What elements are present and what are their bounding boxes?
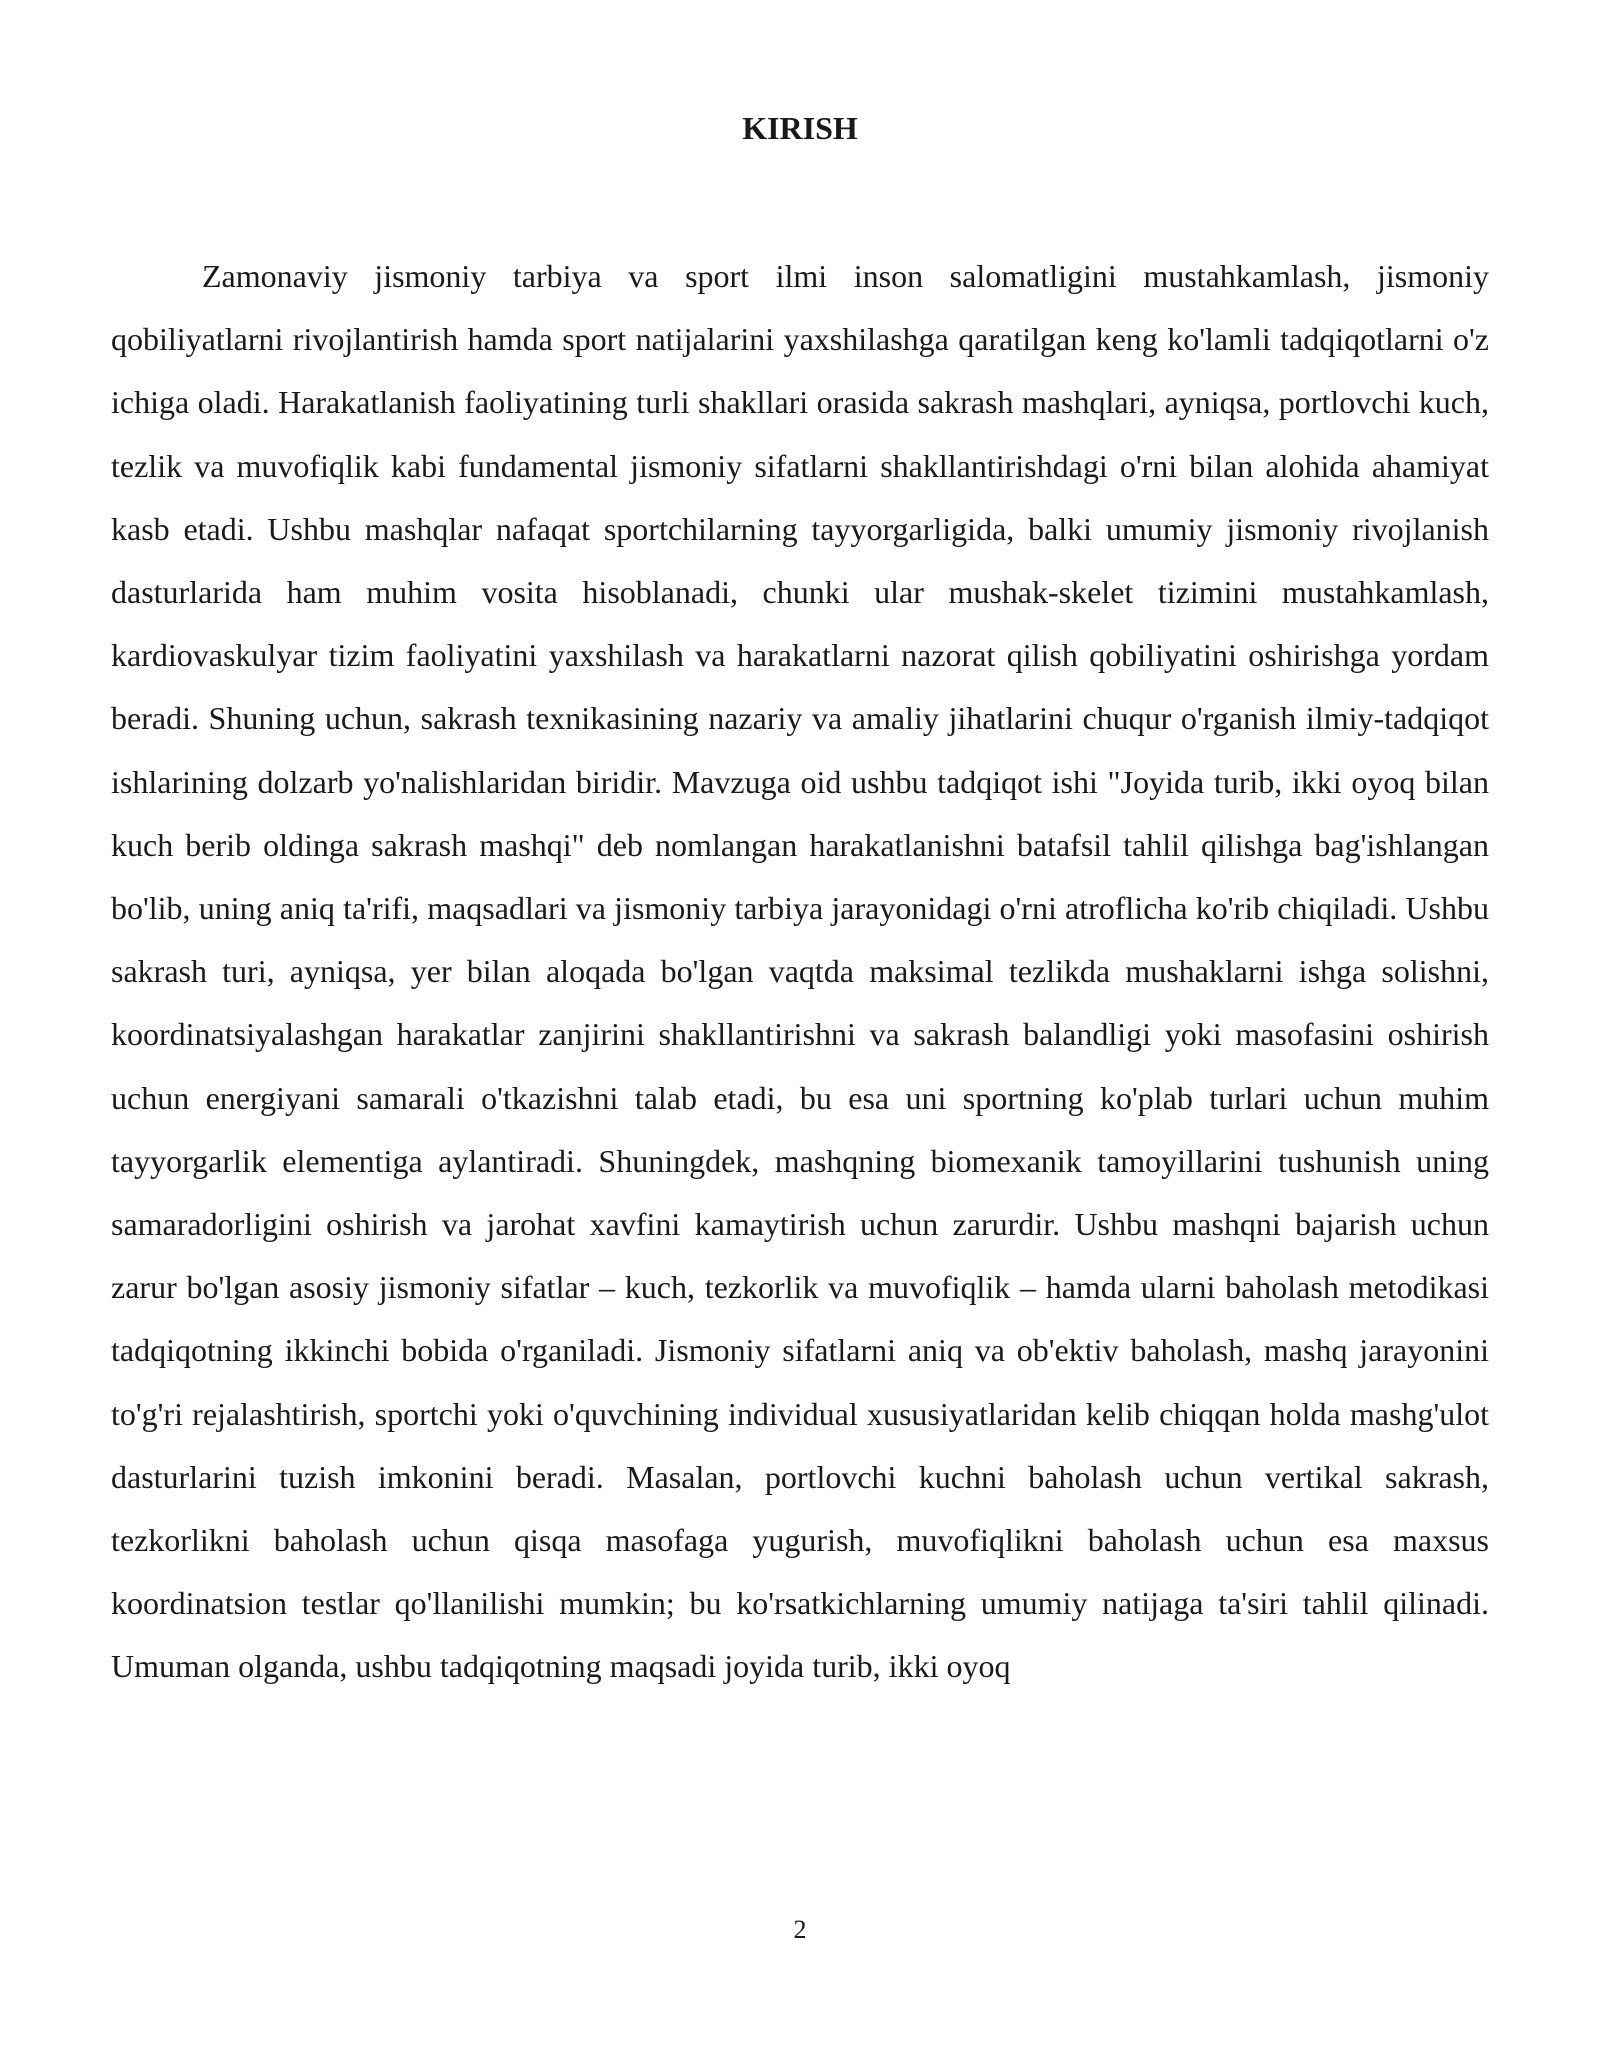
body-paragraph: Zamonaviy jismoniy tarbiya va sport ilmi inson salomatligini mustahkamlash, jismoniy qobiliyatlarni rivojlantirish hamda sport natijalarini yaxshilashga qaratilgan keng ko'lamli tadqiqotlarni o'z ichiga oladi. Harakatlanish faoliyatining turli shakllari orasida sakrash mashqlari, ayniqsa, portlovchi kuch, tezlik va muvofiqlik kabi fundamental jismoniy sifatlarni shakllantirishdagi o'rni bilan alohida ahamiyat kasb etadi. Ushbu mashqlar nafaqat sportchilarning tayyorgarligida, balki umumiy jismoniy rivojlanish dasturlarida ham muhim vosita hisoblanadi, chunki ular mushak-skelet tizimini mustahkamlash, kardiovaskulyar tizim faoliyatini yaxshilash va harakatlarni nazorat qilish qobiliyatini oshirishga yordam beradi. Shuning uchun, sakrash texnikasining nazariy va amaliy jihatlarini chuqur o'rganish ilmiy-tadqiqot ishlarining dolzarb yo'nalishlaridan biridir. Mavzuga oid ushbu tadqiqot ishi "Joyida turib, ikki oyoq bilan kuch berib oldinga sakrash mashqi" deb nomlangan harakatlanishni batafsil tahlil qilishga bag'ishlangan bo'lib, uning aniq ta'rifi, maqsadlari va jismoniy tarbiya jarayonidagi o'rni atroflicha ko'rib chiqiladi. Ushbu sakrash turi, ayniqsa, yer bilan aloqada bo'lgan vaqtda maksimal tezlikda mushaklarni ishga solishni, koordinatsiyalashgan harakatlar zanjirini shakllantirishni va sakrash balandligi yoki masofasini oshirish uchun energiyani samarali o'tkazishni talab etadi, bu esa uni sportning ko'plab turlari uchun muhim tayyorgarlik elementiga aylantiradi. Shuningdek, mashqning biomexanik tamoyillarini tushunish uning samaradorligini oshirish va jarohat xavfini kamaytirish uchun zarurdir. Ushbu mashqni bajarish uchun zarur bo'lgan asosiy jismoniy sifatlar – kuch, tezkorlik va muvofiqlik – hamda ularni baholash metodikasi tadqiqotning ikkinchi bobida o'rganiladi. Jismoniy sifatlarni aniq va ob'ektiv baholash, mashq jarayonini to'g'ri rejalashtirish, sportchi yoki o'quvchining individual xususiyatlaridan kelib chiqqan holda mashg'ulot dasturlarini tuzish imkonini beradi. Masalan, portlovchi kuchni baholash uchun vertikal sakrash, tezkorlikni baholash uchun qisqa masofaga yugurish, muvofiqlikni baholash uchun esa maxsus koordinatsion testlar qo'llanilishi mumkin; bu ko'rsatkichlarning umumiy natijaga ta'siri tahlil qilinadi. Umuman olganda, ushbu tadqiqotning maqsadi joyida turib, ikki oyoq: [111, 258, 1489, 1685]
page-number: 2: [793, 1915, 807, 1944]
page-title: KIRISH: [742, 110, 858, 146]
